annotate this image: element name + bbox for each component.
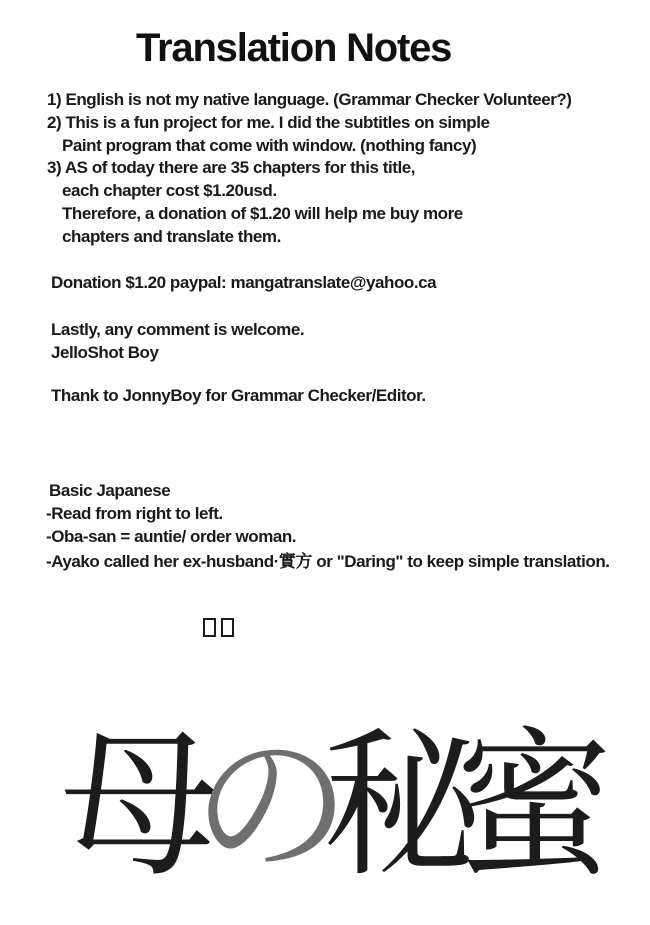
japanese-note-obasan: -Oba-san = auntie/ order woman. — [46, 526, 297, 546]
missing-glyph-box-icon — [221, 618, 234, 637]
editor-credit — [51, 385, 426, 408]
basic-japanese-notes — [46, 480, 610, 574]
page-title: Translation Notes — [136, 26, 452, 70]
note-line-2: 2) This is a fun project for me. I did the subtitles on simple — [47, 112, 490, 132]
missing-glyph-boxes — [203, 618, 234, 637]
note-line-3-continuation-a: each chapter cost $1.20usd. — [62, 181, 277, 201]
note-line-2-continuation: Paint program that come with window. (nothing fancy) — [62, 135, 477, 155]
manga-title-logo — [60, 712, 585, 899]
comments-welcome-line: Lastly, any comment is welcome. — [51, 320, 305, 339]
donation-info — [51, 272, 436, 295]
basic-japanese-heading: Basic Japanese — [49, 481, 171, 500]
manga-title-character: 秘 — [322, 712, 454, 899]
note-line-3-continuation-b: Therefore, a donation of $1.20 will help me buy more — [62, 203, 463, 223]
manga-title-character: の — [191, 712, 323, 899]
credit-line: Thank to JonnyBoy for Grammar Checker/Editor. — [51, 386, 426, 405]
numbered-notes-list — [47, 89, 572, 249]
closing-remarks — [51, 319, 304, 365]
japanese-note-ayako: -Ayako called her ex-husband·實方 or "Daring" to keep simple translation. — [46, 552, 610, 572]
manga-title-character: 母 — [60, 712, 192, 899]
note-line-1: 1) English is not my native language. (Grammar Checker Volunteer?) — [47, 90, 572, 109]
missing-glyph-box-icon — [203, 618, 216, 637]
donation-paypal-line: Donation $1.20 paypal: mangatranslate@yahoo.ca — [51, 273, 437, 292]
note-line-3-continuation-c: chapters and translate them. — [62, 226, 281, 246]
japanese-note-read-direction: -Read from right to left. — [46, 503, 223, 523]
manga-title-character: 蜜 — [453, 712, 585, 899]
signature: JelloShot Boy — [51, 342, 159, 362]
note-line-3: 3) AS of today there are 35 chapters for this title, — [47, 158, 416, 178]
